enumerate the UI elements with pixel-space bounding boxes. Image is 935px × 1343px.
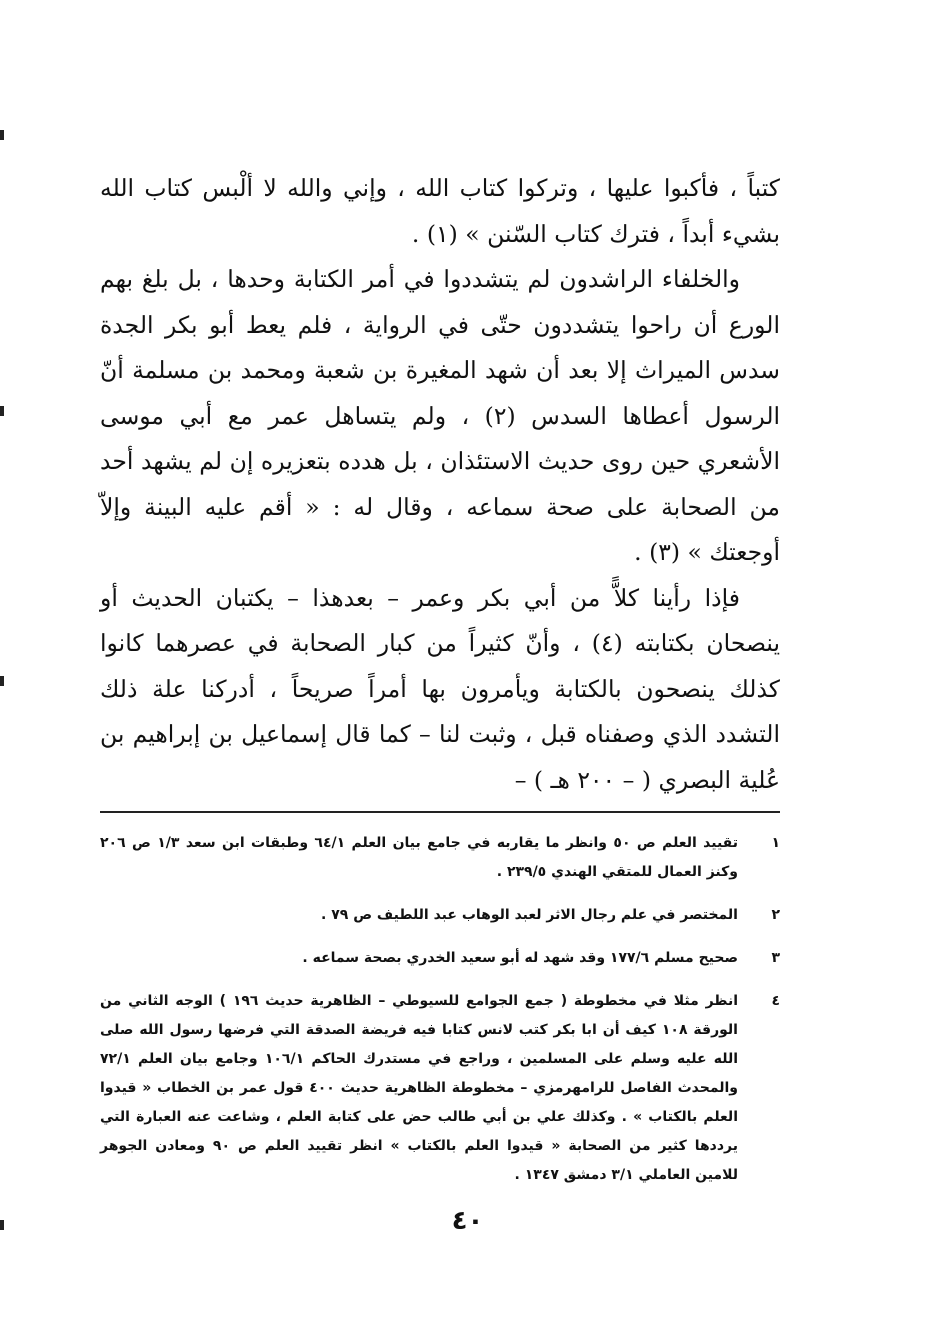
footnote-2 — [100, 901, 780, 930]
footnote-divider — [100, 811, 780, 813]
footnote-number: ٤ — [771, 993, 780, 1009]
paragraph-abu-bakr-umar: فإذا رأينا كلاًّ من أبي بكر وعمر – بعدهذا – يكتبان الحديث أو ينصحان بكتابته (٤) ، وأنّ كثيراً من كبار الصحابة في عصرهما كانوا كذلك ينصحون بالكتابة ويأمرون بها أمراً صريحاً ، أدركنا علة ذلك التشدد الذي وصفناه قبل ، وثبت لنا – كما قال إسماعيل بن إبراهيم بن عُلية البصري ( – ٢٠٠ هـ ) – — [100, 583, 780, 794]
footnote-text: صحيح مسلم ١٧٧/٦ وقد شهد له أبو سعيد الخدري بصحة سماعه . — [302, 950, 738, 966]
main-text — [100, 166, 780, 803]
scan-edge-mark — [0, 406, 4, 416]
footnote-text: المختصر في علم رجال الاثر لعبد الوهاب عبد اللطيف ص ٧٩ . — [321, 907, 738, 923]
footnotes — [100, 829, 780, 1190]
footnote-number: ٢ — [771, 907, 780, 923]
scan-edge-mark — [0, 676, 4, 686]
page-number: ٤٠ — [451, 1206, 484, 1236]
footnote-number: ١ — [771, 835, 780, 851]
page-body — [100, 166, 780, 1204]
footnote-text: انظر مثلا في مخطوطة ( جمع الجوامع للسيوطي – الظاهرية حديث ١٩٦ ) الوجه الثاني من الورقة ١٠٨ كيف أن ابا بكر كتب لانس كتابا فيه فريضة الصدقة التي فرضها رسول الله صلى الله عليه وسلم على المسلمين ، وراجع في مستدرك الحاكم ١٠٦/١ وجامع بيان العلم ٧٢/١ والمحدث الفاصل للرامهرمزي – مخطوطة الظاهرية حديث ٤٠٠ قول عمر بن الخطاب « قيدوا العلم بالكتاب » . وكذلك علي بن أبي طالب حض على كتابة العلم ، وشاعت عنه العبارة التي يرددها كثير من الصحابة « قيدوا العلم بالكتاب » انظر تقييد العلم ص ٩٠ ومعادن الجوهر للامين العاملي ٣/١ دمشق ١٣٤٧ . — [100, 993, 739, 1183]
paragraph-caliphs: والخلفاء الراشدون لم يتشددوا في أمر الكتابة وحدها ، بل بلغ بهم الورع أن راحوا يتشددون حتّى في الرواية ، فلم يعط أبو بكر الجدة سدس الميراث إلا بعد أن شهد المغيرة بن شعبة ومحمد بن مسلمة أنّ الرسول أعطاها السدس (٢) ، ولم يتساهل عمر مع أبي موسى الأشعري حين روى حديث الاستئذان ، بل هدده بتعزيره إن لم يشهد أحد من الصحابة على صحة سماعه ، وقال له : « أقم عليه البينة وإلاّ أوجعتك » (٣) . — [100, 265, 781, 566]
footnote-number: ٣ — [771, 950, 780, 966]
scan-edge-mark — [0, 130, 4, 140]
footnote-3 — [100, 944, 780, 973]
footnote-1 — [100, 829, 780, 887]
paragraph-continuation: كتباً ، فأكبوا عليها ، وتركوا كتاب الله ، وإني والله لا ألْبس كتاب الله بشيء أبداً ، فترك كتاب السّنن » (١) . — [100, 174, 780, 248]
scan-edge-mark — [0, 1220, 4, 1230]
footnote-4 — [100, 987, 780, 1190]
footnote-text: تقييد العلم ص ٥٠ وانظر ما يقاربه في جامع بيان العلم ٦٤/١ وطبقات ابن سعد ١/٣ ص ٢٠٦ وكنز العمال للمتقي الهندي ٢٣٩/٥ . — [100, 835, 738, 880]
